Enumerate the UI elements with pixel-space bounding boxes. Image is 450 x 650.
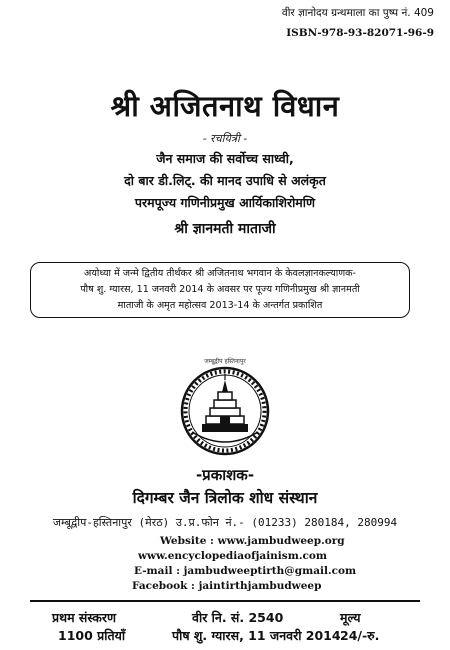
occasion-box bbox=[30, 262, 410, 318]
author-credit-label: - रचयित्री - bbox=[202, 132, 248, 145]
publisher-name: दिगम्बर जैन त्रिलोक शोध संस्थान bbox=[132, 489, 318, 507]
email-link[interactable]: E-mail : jambudweeptirth@gmail.com bbox=[134, 565, 357, 577]
author-name: श्री ज्ञानमती माताजी bbox=[174, 221, 276, 237]
website-link[interactable]: Website : www.jambudweep.org bbox=[160, 535, 345, 547]
emblem-label: जम्बूद्वीप हस्तिनापुर bbox=[204, 358, 246, 365]
price-value: 24/-रु. bbox=[340, 628, 380, 643]
vir-nirvana-era: वीर नि. सं. 2540 bbox=[192, 610, 284, 625]
copies-count: 1100 प्रतियाँ bbox=[58, 628, 126, 643]
publisher-address: जम्बूद्वीप-हस्तिनापुर (मेरठ) उ.प्र.फोन नं.- (01233) 280184, 280994 bbox=[52, 516, 398, 529]
author-description-line: परमपूज्य गणिनीप्रमुख आर्यिकाशिरोमणि bbox=[134, 195, 316, 210]
price-label: मूल्य bbox=[340, 610, 361, 625]
page-title: श्री अजितनाथ विधान bbox=[110, 89, 340, 123]
occasion-line: माताजी के अमृत महोत्सव 2013-14 के अन्तर्गत प्रकाशित bbox=[117, 300, 323, 311]
publication-date: पौष शु. ग्यारस, 11 जनवरी 2014 bbox=[172, 628, 341, 643]
publisher-heading: -प्रकाशक- bbox=[195, 466, 255, 484]
website-link[interactable]: www.encyclopediaofjainism.com bbox=[138, 550, 327, 562]
occasion-line: पौष शु. ग्यारस, 11 जनवरी 2014 के अवसर पर पूज्य गणिनीप्रमुख श्री ज्ञानमती bbox=[80, 284, 360, 295]
author-description-line: जैन समाज की सर्वोच्च साध्वी, bbox=[156, 151, 294, 166]
edition-label: प्रथम संस्करण bbox=[52, 610, 116, 625]
occasion-line: अयोध्या में जन्मे द्वितीय तीर्थंकर श्री अजितनाथ भगवान के केवलज्ञानकल्याणक- bbox=[83, 268, 357, 279]
divider bbox=[30, 600, 420, 602]
institute-emblem-icon bbox=[180, 366, 270, 456]
facebook-link[interactable]: Facebook : jaintirthjambudweep bbox=[132, 580, 322, 592]
series-number: वीर ज्ञानोदय ग्रन्थमाला का पुष्प नं. 409 bbox=[281, 7, 434, 19]
isbn: ISBN-978-93-82071-96-9 bbox=[286, 27, 434, 39]
author-description-line: दो बार डी.लिट्. की मानद उपाधि से अलंकृत bbox=[124, 173, 326, 188]
